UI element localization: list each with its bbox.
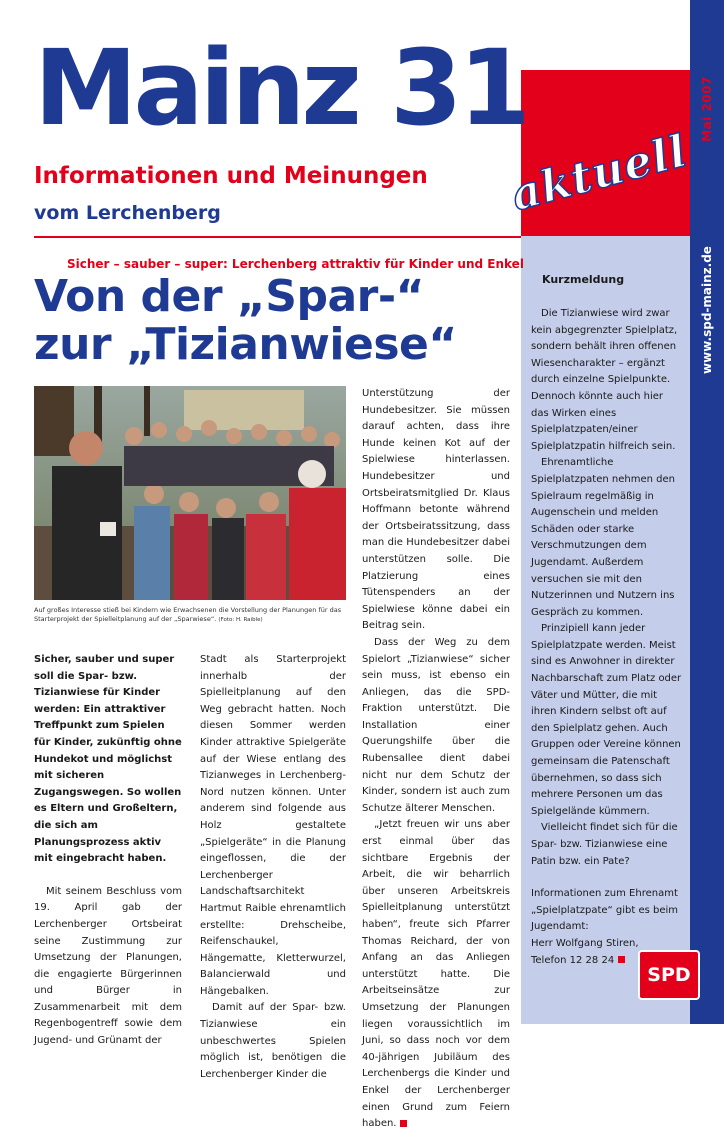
article-paragraph: Damit auf der Spar- bzw. Tizianwiese ein unbeschwertes Spielen möglich ist, benötigen die Lerchenberger Kinder die bbox=[200, 1002, 346, 1080]
article-paragraph: Unterstützung der Hundebesitzer. Sie müssen darauf achten, dass ihre Hunde keinen Kot auf der Spielwiese hinterlassen. Hundebesitzer und Ortsbeiratsmitglied Dr. Klaus Hoffmann betonte während der Ortsbeiratssitzung, dass man die Hundebesitzer dabei unterstützen solle. Die Platzierung eines Tütenspenders an der Spielwiese könne dabei ein Beitrag sein. bbox=[362, 388, 510, 632]
headline-line-1: Von der „Spar-“ bbox=[34, 271, 425, 322]
end-mark-icon bbox=[400, 1120, 407, 1127]
masthead-subtitle: Informationen und Meinungen bbox=[34, 163, 428, 189]
article-column-2 bbox=[200, 652, 346, 1083]
sidebar-paragraph: Informationen zum Ehrenamt „Spielplatzpate“ gibt es beim Jugendamt: bbox=[531, 888, 679, 933]
contact-name: Herr Wolfgang Stiren, bbox=[531, 937, 639, 949]
sidebar-text bbox=[531, 306, 683, 969]
group-photo-illustration bbox=[34, 386, 346, 600]
masthead-location: vom Lerchenberg bbox=[34, 202, 221, 224]
caption-text: Auf großes Interesse stieß bei Kindern wie Erwachsenen die Vorstellung der Planungen für das Starterprojekt der Spielleitplanung auf der „Sparwiese“. bbox=[34, 606, 342, 624]
photo-caption bbox=[34, 606, 346, 625]
article-paragraph: Stadt als Starterprojekt innerhalb der Spielleitplanung auf den Weg gebracht hatten. Noch diesen Sommer werden Kinder attraktive Spielgeräte auf der Wiese entlang des Tizianweges in Lerchenberg-Nord nutzen können. Unter anderem sind folgende aus Holz gestaltete „Spielgeräte“ in die Planung eingeflossen, die der Lerchenberger Landschaftsarchitekt Hartmut Raible ehrenamtlich erstellte: Drehscheibe, Reifenschaukel, Hängematte, Kletterwurzel, Balancierwald und Hängebalken. bbox=[200, 654, 346, 997]
sidebar-paragraph: Ehrenamtliche Spielplatzpaten nehmen den Spielraum regelmäßig in Augenschein und melden Schäden oder starke Verschmutzungen dem Jugendamt. Außerdem versuchen sie mit den Nutzerinnen und Nutzern ins Gespräch zu kommen. bbox=[531, 457, 675, 618]
article-kicker: Sicher – sauber – super: Lerchenberg attraktiv für Kinder und Enkel bbox=[67, 257, 524, 271]
article-paragraph: Mit seinem Beschluss vom 19. April gab der Lerchenberger Ortsbeirat seine Zustimmung zur Umsetzung der Planungen, die engagierte Bürgerinnen und Bürger in Zusammenarbeit mit dem Regenbogentreff sowie dem Jugend- und Grünamt der bbox=[34, 885, 182, 1047]
masthead-divider bbox=[34, 236, 521, 238]
article-lead: Sicher, sauber und super soll die Spar- bzw. Tizianwiese für Kinder werden: Ein attraktiver Treffpunkt zum Spielen für Kinder, zukünftig ohne Hundekot und möglichst mit sicheren Zugangswegen. So wollen es Eltern und Großeltern, die sich am Planungsprozess aktiv mit eingebracht haben. bbox=[34, 654, 182, 865]
headline-line-2: zur „Tizianwiese“ bbox=[34, 318, 457, 370]
article-column-1 bbox=[34, 652, 182, 1050]
article-paragraph: Dass der Weg zu dem Spielort „Tizianwiese“ sicher sein muss, ist ebenso ein Anliegen, das die SPD-Fraktion unterstützt. Die Installation einer Querungshilfe über die Rubensallee dient dabei nicht nur dem Schutz der Kinder, sondern ist auch zum Schutze älterer Menschen. bbox=[362, 636, 510, 814]
contact-phone-line: Telefon 12 28 24 bbox=[531, 953, 683, 970]
website-url: www.spd-mainz.de bbox=[700, 246, 714, 374]
issue-date: Mai 2007 bbox=[700, 76, 714, 142]
sidebar-paragraph: Prinzipiell kann jeder Spielplatzpate werden. Meist sind es Anwohner in direkter Nachbarschaft zum Platz oder Väter und Mütter, die mit ihren Kindern selbst oft auf den Spielplatz gehen. Auch Gruppen oder Vereine können gemeinsam die Patenschaft übernehmen, so dass sich mehrere Personen um das Spielgelände kümmern. bbox=[531, 623, 682, 817]
sidebar-paragraph: Die Tizianwiese wird zwar kein abgegrenzter Spielplatz, sondern behält ihren offenen Wiesencharakter – ergänzt durch einzelne Spielpunkte. Dennoch könnte auch hier das Wirken eines Spielplatzpaten/einer Spielplatzpatin hilfreich sein. bbox=[531, 308, 678, 452]
article-photo bbox=[34, 386, 346, 600]
sidebar-paragraph: Vielleicht findet sich für die Spar- bzw. Tizianwiese eine Patin bzw. ein Pate? bbox=[531, 822, 678, 867]
end-mark-icon bbox=[618, 956, 625, 963]
spd-logo: SPD bbox=[640, 952, 698, 998]
photo-credit: (Foto: H. Raible) bbox=[218, 617, 263, 624]
article-headline bbox=[34, 273, 457, 368]
aktuell-badge: aktuell bbox=[506, 125, 693, 222]
article-column-3 bbox=[362, 386, 510, 1133]
masthead-title: Mainz 31 bbox=[34, 27, 527, 149]
article-paragraph-last: „Jetzt freuen wir uns aber erst einmal über das sichtbare Ergebnis der Arbeit, die wir beharrlich über unseren Arbeitskreis Spielleitplanung unterstützt haben“, freute sich Pfarrer Thomas Reichard, der von Anfang an das Anliegen unterstützt hatte. Die Arbeitseinsätze zur Umsetzung der Planungen liegen voraussichtlich im Juni, so dass noch vor dem 40-jährigen Jubiläum des Lerchenbergs die Kinder und Enkel der Lerchenberger einen Grund zum Feiern haben. bbox=[362, 819, 510, 1130]
sidebar-heading: Kurzmeldung bbox=[542, 273, 625, 286]
